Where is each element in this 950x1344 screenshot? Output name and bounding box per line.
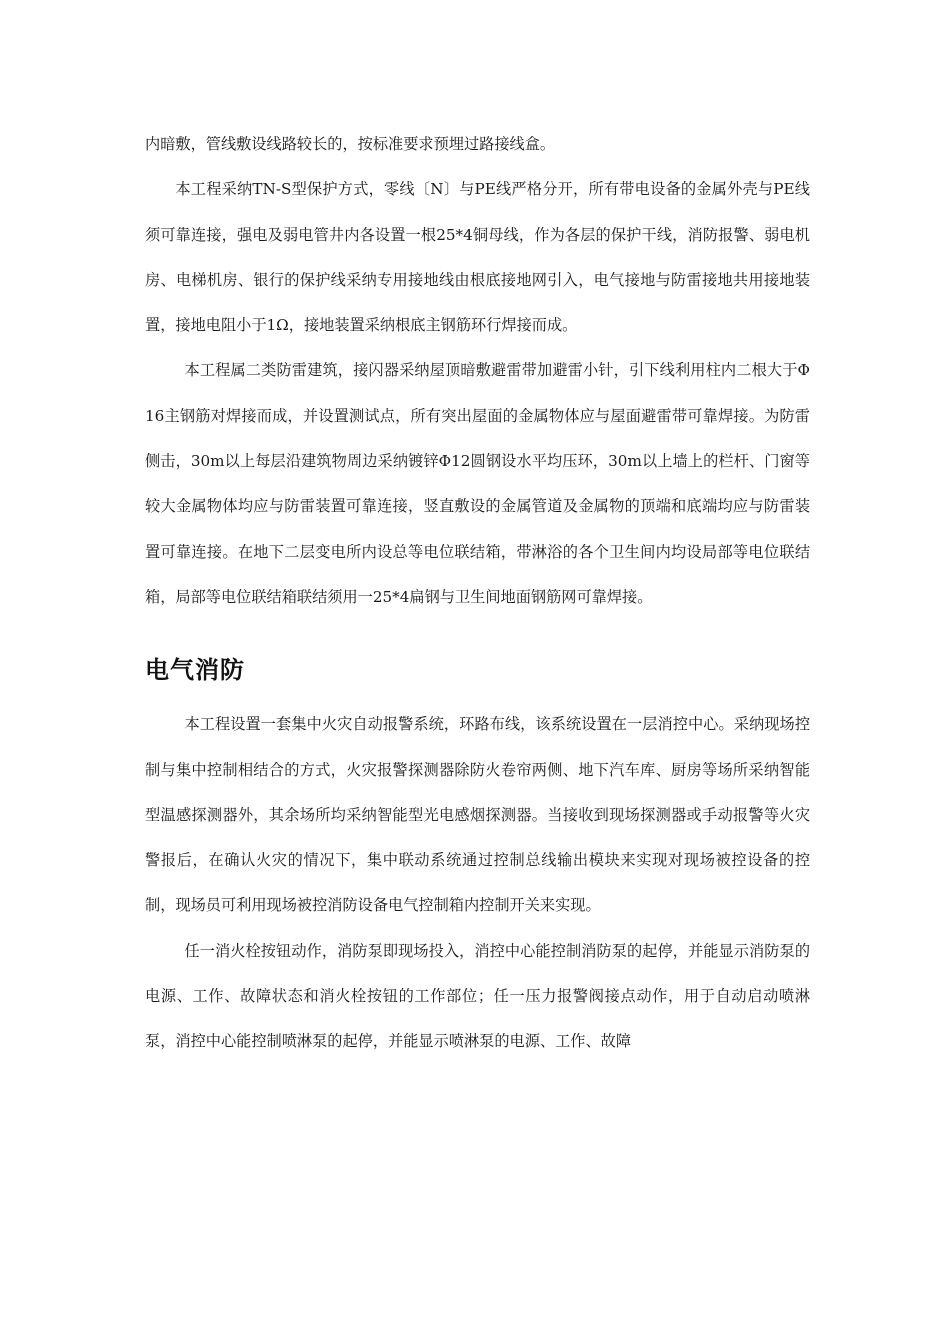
paragraph-lightning-protection: 本工程属二类防雷建筑，接闪器采纳屋顶暗敷避雷带加避雷小针，引下线利用柱内二根大于Φ16主钢筋对焊接而成，并设置测试点，所有突出屋面的金属物体应与屋面避雷带可靠焊接。为防雷侧击，30m以上每层沿建筑物周边采纳镀锌Φ12圆钢设水平均压环，30m以上墙上的栏杆、门窗等较大金属物体均应与防雷装置可靠连接，竖直敷设的金属管道及金属物的顶端和底端均应与防雷装置可靠连接。在地下二层变电所内设总等电位联结箱，带淋浴的各个卫生间内均设局部等电位联结箱，局部等电位联结箱联结须用一25*4扁钢与卫生间地面钢筋网可靠焊接。 bbox=[145, 361, 810, 606]
paragraph-fire-pump-control: 任一消火栓按钮动作，消防泵即现场投入，消控中心能控制消防泵的起停，并能显示消防泵的电源、工作、故障状态和消火栓按钮的工作部位；任一压力报警阀接点动作，用于自动启动喷淋泵，消控中心能控制喷淋泵的起停，并能显示喷淋泵的电源、工作、故障 bbox=[145, 941, 810, 1051]
paragraph-grounding: 本工程采纳TN-S型保护方式，零线〔N〕与PE线严格分开，所有带电设备的金属外壳与PE线须可靠连接，强电及弱电管井内各设置一根25*4铜母线，作为各层的保护干线，消防报警、弱电机房、电梯机房、银行的保护线采纳专用接地线由根底接地网引入，电气接地与防雷接地共用接地装置，接地电阻小于1Ω，接地装置采纳根底主钢筋环行焊接而成。 bbox=[145, 180, 810, 335]
paragraph-continuation: 内暗敷，管线敷设线路较长的，按标准要求预埋过路接线盒。 bbox=[145, 135, 556, 153]
paragraph-fire-alarm-system: 本工程设置一套集中火灾自动报警系统，环路布线，该系统设置在一层消控中心。采纳现场控制与集中控制相结合的方式，火灾报警探测器除防火卷帘两侧、地下汽车库、厨房等场所采纳智能型温感探测器外，其余场所均采纳智能型光电感烟探测器。当接收到现场探测器或手动报警等火灾警报后，在确认火灾的情况下，集中联动系统通过控制总线输出模块来实现对现场被控设备的控制，现场员可利用现场被控消防设备电气控制箱内控制开关来实现。 bbox=[145, 715, 810, 915]
section-title: 电气消防 bbox=[145, 656, 245, 685]
document-body bbox=[145, 122, 810, 1065]
